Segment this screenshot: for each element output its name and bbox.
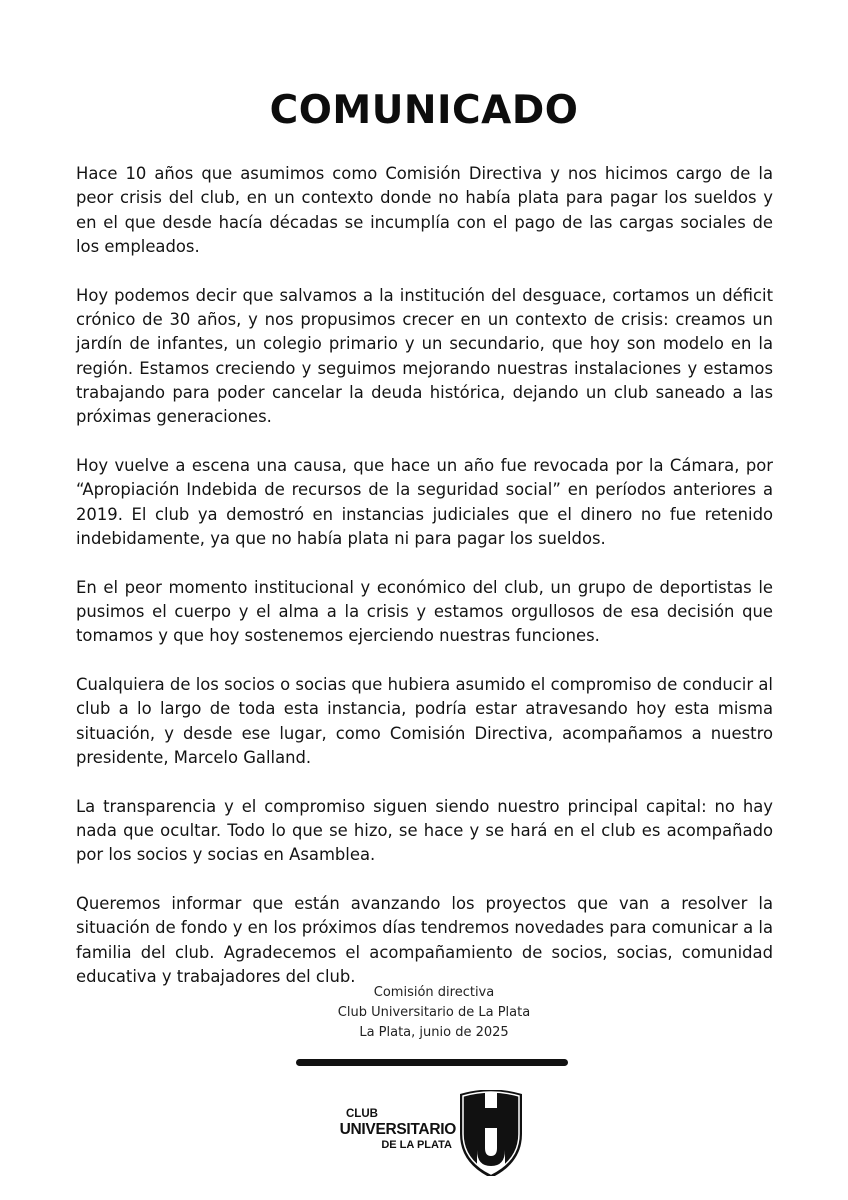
signature-line: Club Universitario de La Plata [337,1005,531,1020]
logo-line: CLUB [346,1108,378,1120]
document-body [76,162,773,1014]
club-logo-wordmark [336,1108,456,1152]
divider-rule [296,1059,568,1066]
logo-line: DE LA PLATA [381,1139,452,1151]
document-title: COMUNICADO [269,88,579,133]
paragraph: Cualquiera de los socios o socias que hubiera asumido el compromiso de conducir al club a lo largo de toda esta instancia, podría estar atravesando hoy esta misma situación, y desde ese lugar, como Comisión Directiva, acompañamos a nuestro presidente, Marcelo Galland. [76,675,773,767]
signature-line: Comisión directiva [373,985,495,1000]
paragraph: Hoy vuelve a escena una causa, que hace un año fue revocada por la Cámara, por “Apropiación Indebida de recursos de la seguridad social” en períodos anteriores a 2019. El club ya demostró en instancias judiciales que el dinero no fue retenido indebidamente, ya que no había plata ni para pagar los sueldos. [76,455,773,548]
paragraph: Queremos informar que están avanzando los proyectos que van a resolver la situación de fondo y en los próximos días tendremos novedades para comunicar a la familia del club. Agradecemos el acompañamiento de socios, socias, comunidad educativa y trabajadores del club. [76,894,773,987]
paragraph: Hoy podemos decir que salvamos a la institución del desguace, cortamos un déficit crónico de 30 años, y nos propusimos crecer en un contexto de crisis: creamos un jardín de infantes, un colegio primario y un secundario, que hoy son modelo en la región. Estamos creciendo y seguimos mejorando nuestras instalaciones y estamos trabajando para poder cancelar la deuda histórica, dejando un club saneado a las próximas generaciones. [76,285,773,427]
signature-line: La Plata, junio de 2025 [359,1025,509,1040]
club-crest-shield-icon [458,1090,524,1176]
paragraph: Hace 10 años que asumimos como Comisión Directiva y nos hicimos cargo de la peor crisis del club, en un contexto donde no había plata para pagar los sueldos y en el que desde hacía décadas se incumplía con el pago de las cargas sociales de los empleados. [76,164,773,256]
logo-line: UNIVERSITARIO [339,1121,456,1138]
signature-block [0,983,848,1043]
paragraph: La transparencia y el compromiso siguen siendo nuestro principal capital: no hay nada que ocultar. Todo lo que se hizo, se hace y se hará en el club es acompañado por los socios y socias en Asamblea. [76,796,773,865]
paragraph: En el peor momento institucional y económico del club, un grupo de deportistas le pusimos el cuerpo y el alma a la crisis y estamos orgullosos de esa decisión que tomamos y que hoy sostenemos ejerciendo nuestras funciones. [76,577,773,646]
